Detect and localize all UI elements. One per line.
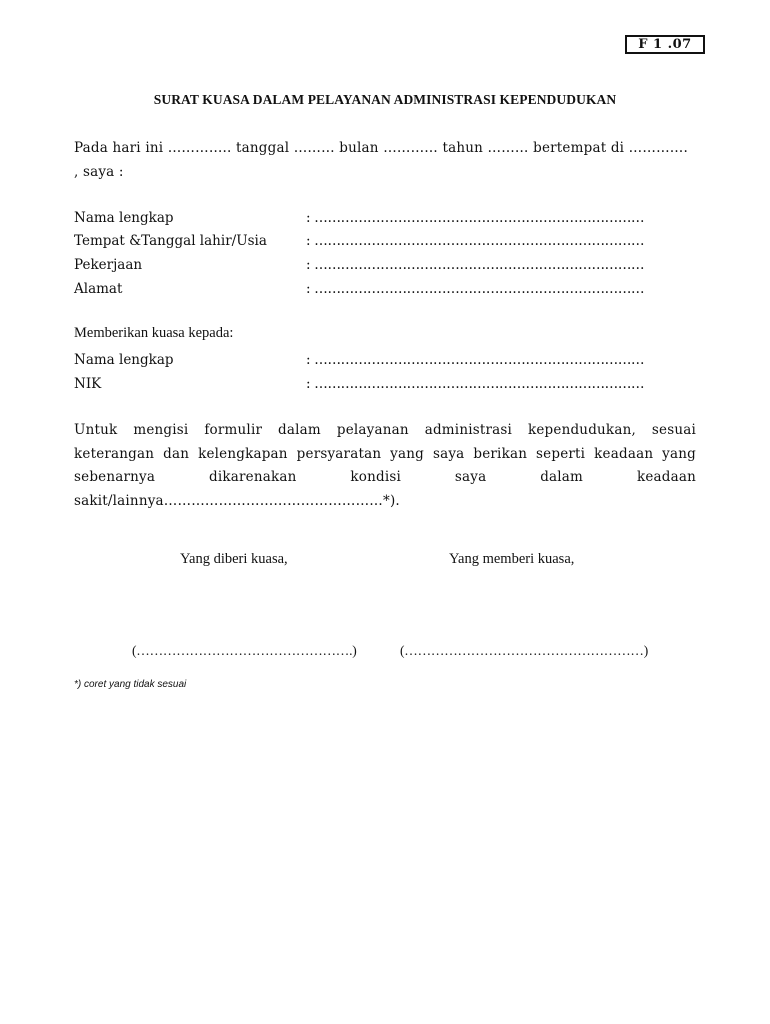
field-label: Pekerjaan (74, 257, 143, 273)
grantee-heading: Memberikan kuasa kepada: (74, 325, 234, 341)
form-code-box: F 1 .07 (625, 35, 705, 54)
grantor-signature-line: (………………………………………………) (400, 643, 648, 658)
field-label: Nama lengkap (74, 352, 174, 368)
grantor-signature-label: Yang memberi kuasa, (449, 551, 575, 567)
field-value: : ………………………………………………………………… (306, 281, 645, 297)
document-title: SURAT KUASA DALAM PELAYANAN ADMINISTRASI KEPENDUDUKAN (153, 92, 617, 107)
field-label: Nama lengkap (74, 210, 174, 226)
field-value: : ………………………………………………………………… (306, 257, 645, 273)
field-label: NIK (74, 376, 102, 392)
grantee-signature-label: Yang diberi kuasa, (180, 551, 288, 567)
field-value: : ………………………………………………………………… (306, 352, 645, 368)
field-label: Alamat (74, 281, 123, 297)
field-value: : ………………………………………………………………… (306, 210, 645, 226)
intro-paragraph: Pada hari ini ………….. tanggal ……… bulan ………… tahun ……… bertempat di …………. , saya : (74, 140, 688, 180)
field-value: : ………………………………………………………………… (306, 376, 645, 392)
footnote: *) coret yang tidak sesuai (74, 679, 187, 690)
field-value: : ………………………………………………………………… (306, 233, 645, 249)
grantee-signature-line: (………………………………………….) (132, 643, 357, 658)
purpose-paragraph: Untuk mengisi formulir dalam pelayanan administrasi kependudukan, sesuai keterangan dan kelengkapan persyaratan yang saya berikan seperti keadaan yang sebenarnya dikarenakan kondisi saya dalam keadaan sakit/lainnya…………………………………………*). (74, 422, 696, 509)
field-label: Tempat &Tanggal lahir/Usia (74, 233, 267, 249)
